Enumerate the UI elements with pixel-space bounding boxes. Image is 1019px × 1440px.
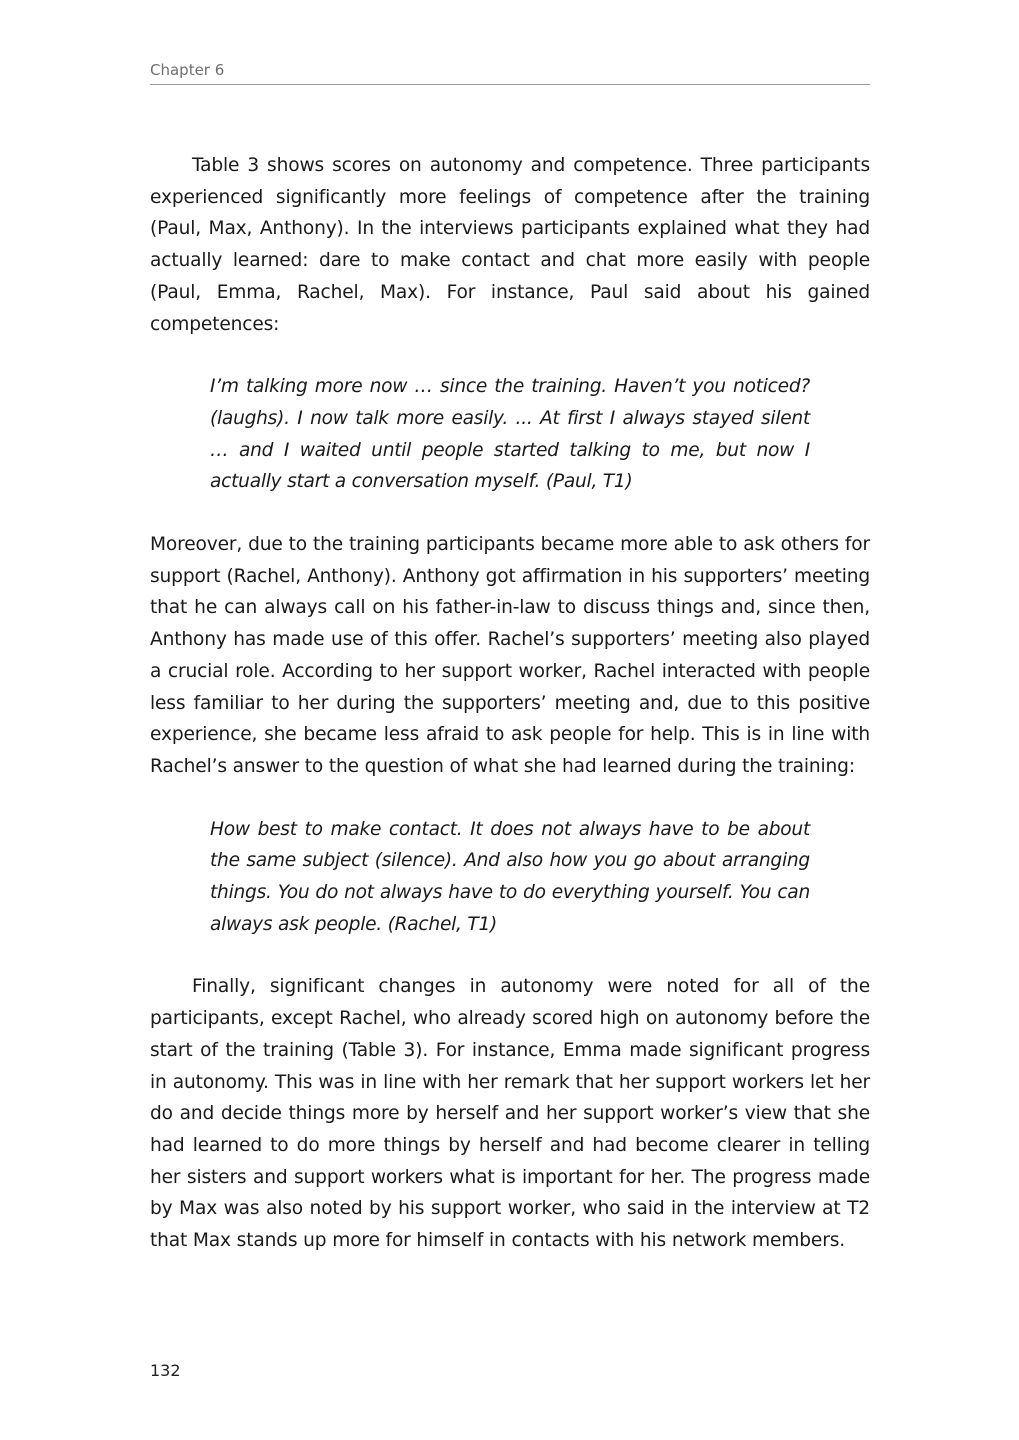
body-text [150, 150, 870, 1257]
paragraph-support: Moreover, due to the training participants became more able to ask others for support (Rachel, Anthony). Anthony got affirmation in his supporters’ meeting that he can always call on his father-in-law to discuss things and, since then, Anthony has made use of this offer. Rachel’s supporters’ meeting also played a crucial role. According to her support worker, Rachel interacted with people less familiar to her during the supporters’ meeting and, due to this positive experience, she became less afraid to ask people for help. This is in line with Rachel’s answer to the question of what she had learned during the training: [150, 534, 870, 777]
paragraph-competence: Table 3 shows scores on autonomy and competence. Three participants experienced significantly more feelings of competence after the training (Paul, Max, Anthony). In the interviews participants explained what they had actually learned: dare to make contact and chat more easily with people (Paul, Emma, Rachel, Max). For instance, Paul said about his gained competences: [150, 155, 870, 335]
block-quote-paul: I’m talking more now … since the training. Haven’t you noticed? (laughs). I now talk more easily. ... At first I always stayed silent … and I waited until people started talking to me, but now I actually start a conversation myself. (Paul, T1) [210, 376, 810, 493]
chapter-title: Chapter 6 [150, 61, 225, 79]
paragraph-autonomy: Finally, significant changes in autonomy were noted for all of the participants, except Rachel, who already scored high on autonomy before the start of the training (Table 3). For instance, Emma made significant progress in autonomy. This was in line with her remark that her support workers let her do and decide things more by herself and her support worker’s view that she had learned to do more things by herself and had become clearer in telling her sisters and support workers what is important for her. The progress made by Max was also noted by his support worker, who said in the interview at T2 that Max stands up more for himself in contacts with his network members. [150, 976, 870, 1252]
block-quote-rachel: How best to make contact. It does not always have to be about the same subject (silence). And also how you go about arranging things. You do not always have to do everything yourself. You can always ask people. (Rachel, T1) [210, 818, 810, 935]
page-number: 132 [150, 1361, 181, 1380]
running-header [150, 60, 870, 85]
